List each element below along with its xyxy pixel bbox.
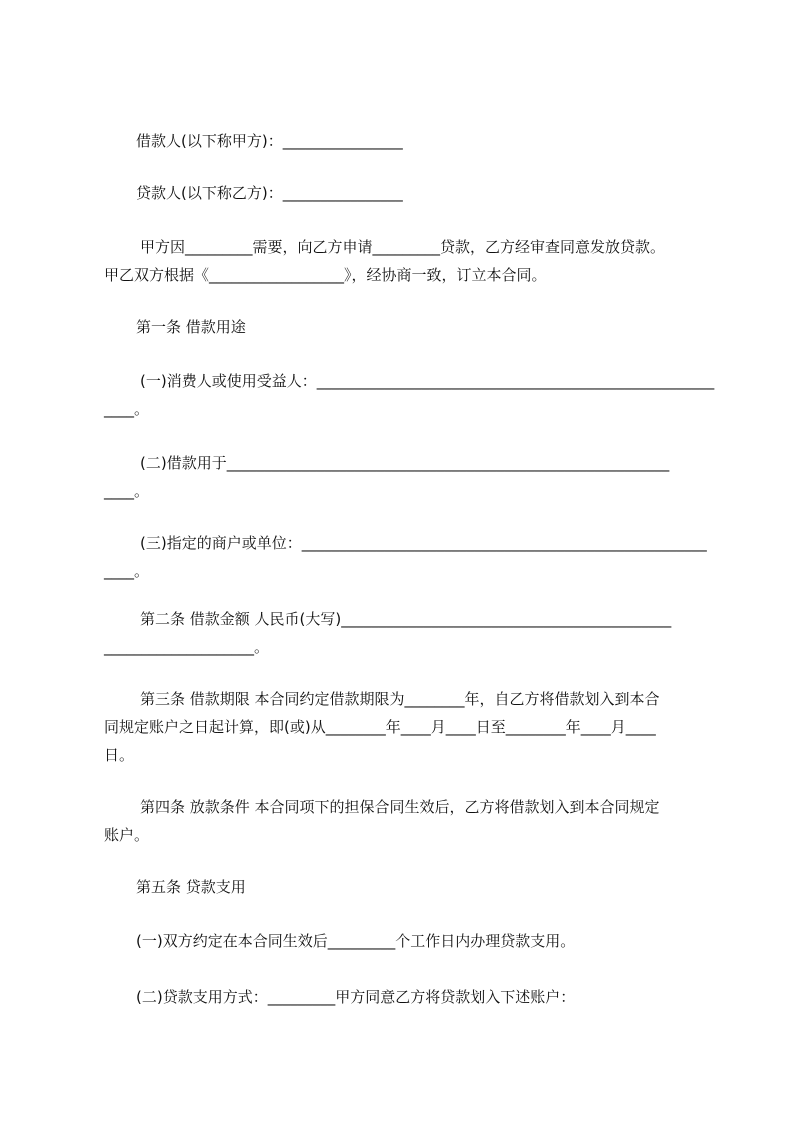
article-5-title: 第五条 贷款支用	[136, 878, 246, 896]
article-2-line-2: ____________________。	[104, 638, 270, 656]
article-2-line-1: 第二条 借款金额 人民币(大写)____________________________________________	[140, 610, 672, 628]
intro-line-1: 甲方因_________需要，向乙方申请_________贷款，乙方经审查同意发放贷款。	[140, 238, 666, 256]
article-1-item-1-end: ____。	[104, 400, 150, 418]
article-3-line-2: 同规定账户之日起计算，即(或)从________年____月____日至________年____月____	[104, 718, 656, 736]
article-5-item-2: (二)贷款支用方式：_________甲方同意乙方将贷款划入下述账户：	[136, 988, 576, 1006]
article-1-item-2-end: ____。	[104, 482, 150, 500]
borrower-line: 借款人(以下称甲方)：________________	[136, 132, 403, 150]
article-1-title: 第一条 借款用途	[136, 318, 246, 336]
article-3-line-3: 日。	[104, 746, 135, 764]
article-3-line-1: 第三条 借款期限 本合同约定借款期限为________年，自乙方将借款划入到本合	[140, 690, 660, 708]
article-4-line-1: 第四条 放款条件 本合同项下的担保合同生效后，乙方将借款划入到本合同规定	[140, 798, 660, 816]
article-1-item-1: (一)消费人或使用受益人：_____________________________________________________	[140, 372, 715, 390]
intro-line-2: 甲乙双方根据《__________________》，经协商一致，订立本合同。	[104, 266, 547, 284]
article-1-item-2: (二)借款用于___________________________________________________________	[140, 454, 670, 472]
article-1-item-3-end: ____。	[104, 562, 150, 580]
article-5-item-1: (一)双方约定在本合同生效后_________个工作日内办理贷款支用。	[136, 932, 576, 950]
article-4-line-2: 账户。	[104, 826, 150, 844]
lender-line: 贷款人(以下称乙方)：________________	[136, 184, 403, 202]
article-1-item-3: (三)指定的商户或单位：______________________________________________________	[140, 534, 707, 552]
